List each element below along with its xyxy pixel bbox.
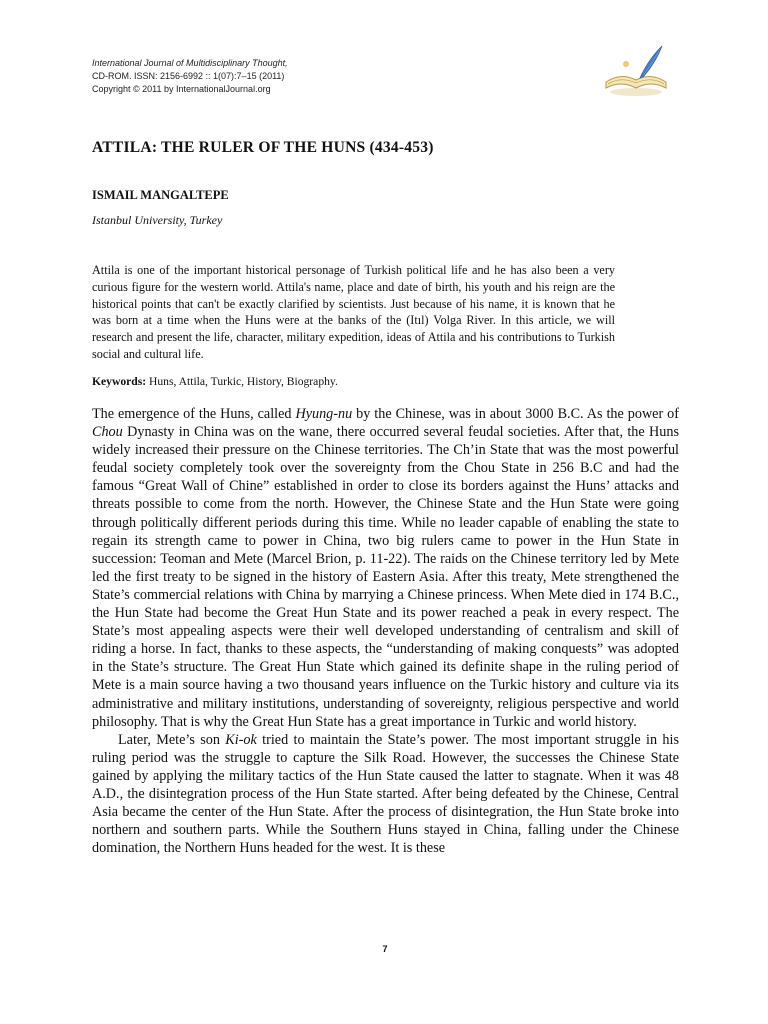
page-number: 7 <box>382 944 388 954</box>
body-text-run: Dynasty in China was on the wane, there occurred several feudal societies. After that, the Huns widely increased their pressure on the Chinese territories. The Ch’in State that was the most powerful feudal society completely took over the sovereignty from the Chou State in 256 B.C and had the famous “Great Wall of Chine” established in order to close its borders against the Huns’ attacks and threats possible to come from the north. However, the Chinese State and the Hun State were going through politically different periods during this time. While no leader capable of enabling the state to regain its strength came to power in China, two big rulers came to power in the Hun State in succession: Teoman and Mete (Marcel Brion, p. 11-22). The raids on the Chinese territory led by Mete led the first treaty to be signed in the history of Eastern Asia. After this treaty, Mete strengthened the State’s commercial relations with China by marrying a Chinese princess. When Mete died in 174 B.C., the Hun State had become the Great Hun State and its power reached a peak in every respect. The State’s most appealing aspects were their well developed understanding of centralism and skill of riding a horse. In fact, thanks to these aspects, the “understanding of making conquests” was adopted in the State’s structure. The Great Hun State which gained its definite shape in the ruling period of Mete is a main source having a two thousand years influence on the Turkic history and culture via its administrative and military institutions, understanding of sovereignty, religious perspective and world philosophy. That is why the Great Hun State has a great importance in Turkic and world history. <box>92 424 679 730</box>
keywords-line <box>92 375 682 388</box>
journal-copyright: Copyright © 2011 by InternationalJournal.org <box>92 84 271 94</box>
journal-name: International Journal of Multidisciplinary Thought, <box>92 58 288 68</box>
abstract: Attila is one of the important historical personage of Turkish political life and he has also been a very curious figure for the western world. Attila's name, place and date of birth, his youth and his reign are the historical points that can't be exactly clarified by scientists. Just because of his name, it is known that he was born at a time when the Huns were at the banks of the (Itıl) Volga River. In this article, we will research and present the life, character, military expedition, ideas of Attila and his contributions to Turkish social and cultural life. <box>92 263 615 361</box>
body-paragraph <box>92 405 679 731</box>
body-text-run: by the Chinese, was in about 3000 B.C. As the power of <box>352 406 679 422</box>
body-text-run: The emergence of the Huns, called <box>92 406 296 422</box>
term-hyung-nu: Hyung-nu <box>295 406 353 422</box>
journal-issn: CD-ROM. ISSN: 2156-6992 :: 1(07):7–15 (2011) <box>92 71 285 81</box>
term-ki-ok: Ki-ok <box>225 731 257 748</box>
body-text-run: tried to maintain the State’s power. The most important struggle in his ruling period was the struggle to capture the Silk Road. However, the successes the Chinese State gained by applying the military tactics of the Hun State caused the latter to stagnate. When it was 48 A.D., the disintegration process of the Hun State started. After being defeated by the Chinese, Central Asia became the center of the Hun State. After the process of disintegration, the Hun State broke into northern and southern parts. While the Southern Huns stayed in China, falling under the Chinese domination, the Northern Huns headed for the west. It is these <box>92 731 679 857</box>
keywords-label: Keywords: <box>92 375 147 388</box>
author-affiliation: Istanbul University, Turkey <box>92 213 223 227</box>
body-text <box>92 405 679 857</box>
journal-header <box>92 57 512 96</box>
body-text-run: Later, Mete’s son <box>118 731 226 748</box>
article-title: ATTILA: THE RULER OF THE HUNS (434-453) <box>92 139 434 156</box>
keywords-list: Huns, Attila, Turkic, History, Biography. <box>149 375 338 388</box>
body-paragraph <box>92 731 679 858</box>
book-quill-icon <box>596 42 676 100</box>
author-name: ISMAIL MANGALTEPE <box>92 188 229 202</box>
term-chou: Chou <box>92 424 123 441</box>
